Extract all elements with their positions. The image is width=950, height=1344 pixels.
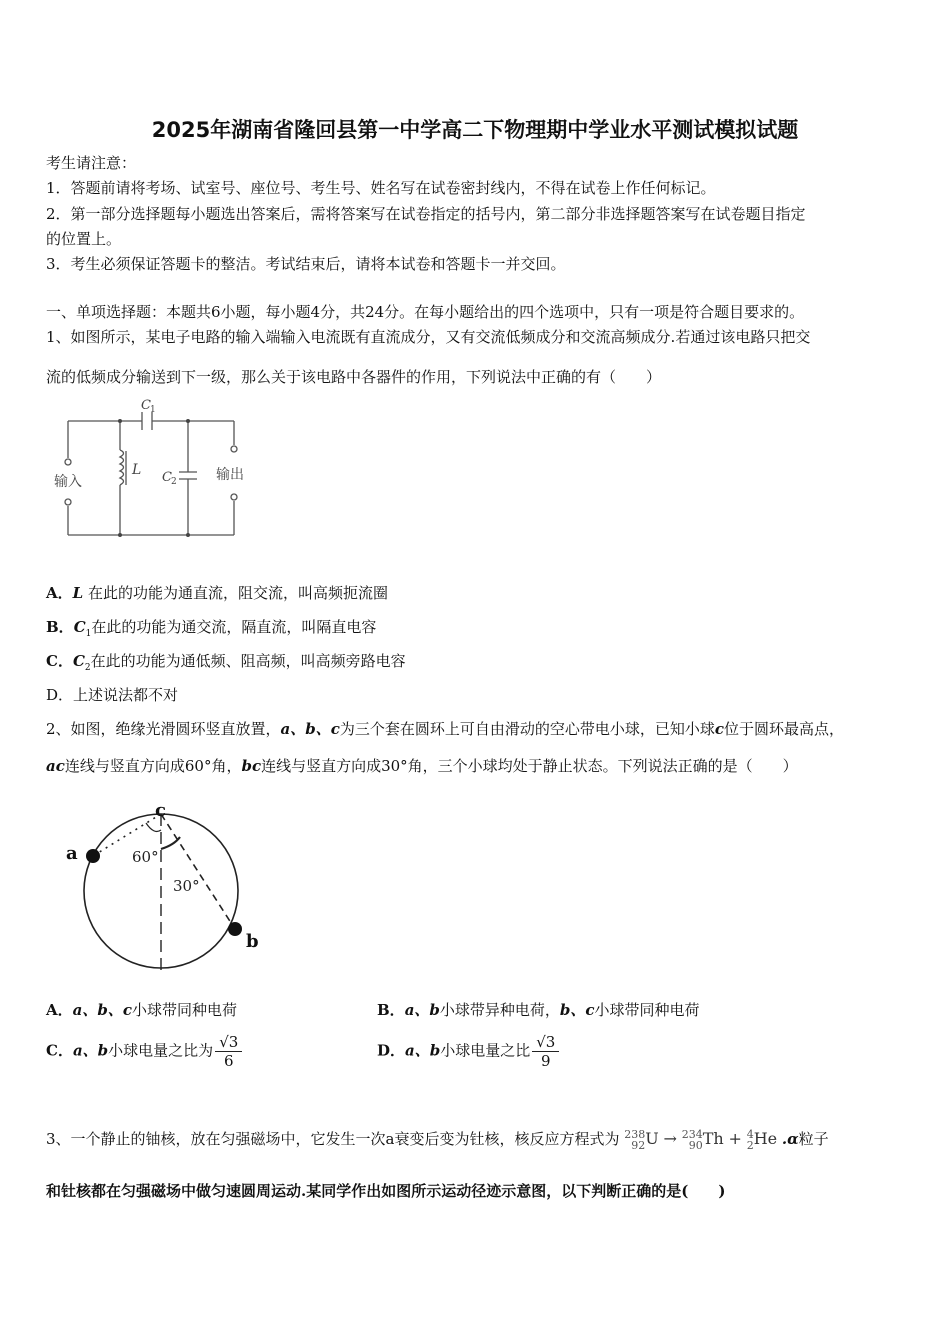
q2-stem-line2: ac连线与竖直方向成60°角，bc连线与竖直方向成30°角，三个小球均处于静止状态。下列说法正确的是（ ） <box>46 757 798 775</box>
c1-subscript: 1 <box>150 405 156 415</box>
q1-option-d: D．上述说法都不对 <box>46 686 179 704</box>
q1-stem-line2: 流的低频成分输送到下一级，那么关于该电路中各器件的作用，下列说法中正确的有（ ） <box>46 368 662 386</box>
angle-30-label: 30° <box>173 877 200 895</box>
section-heading: 一、单项选择题：本题共6小题，每小题4分，共24分。在每小题给出的四个选项中，只有一项是符合题目要求的。 <box>46 303 805 321</box>
c2-label: C <box>162 470 172 485</box>
notice-item-1: 1．答题前请将考场、试室号、座位号、考生号、姓名写在试卷密封线内，不得在试卷上作任何标记。 <box>46 179 716 197</box>
q1-option-c: C．$C_2$在此的功能为通低频、阻高频，叫高频旁路电容 <box>46 652 406 673</box>
ratio-fraction-c: $\frac{√3}{6}$ <box>215 1033 242 1070</box>
angle-60-label: 60° <box>132 848 159 866</box>
q3-stem-line2: 和钍核都在匀强磁场中做匀速圆周运动.某同学作出如图所示运动径迹示意图，以下判断正确的是( ) <box>46 1182 726 1200</box>
ratio-fraction-d: $\frac{√3}{9}$ <box>532 1033 559 1070</box>
q2-option-b: B．a、b小球带异种电荷，b、c小球带同种电荷 <box>377 1001 700 1019</box>
nuclear-equation: 238 92 U → 234 90 Th + 4 2 He <box>624 1128 778 1152</box>
q3-stem-line1: 3、一个静止的铀核，放在匀强磁场中，它发生一次a衰变后变为钍核，核反应方程式为 238 92 U → 234 90 Th + 4 2 He .α粒子 <box>46 1128 829 1152</box>
c2-subscript: 2 <box>171 477 177 487</box>
q1-option-a: A．L 在此的功能为通直流，阻交流，叫高频扼流圈 <box>46 584 388 602</box>
ball-b-label: b <box>246 931 259 952</box>
ball-a-label: a <box>66 843 78 864</box>
notice-item-2: 2．第一部分选择题每小题选出答案后，需将答案写在试卷指定的括号内，第二部分非选择题答案写在试卷题目指定 <box>46 205 806 223</box>
c1-label: C <box>141 398 151 413</box>
notice-item-3: 3．考生必须保证答题卡的整洁。考试结束后，请将本试卷和答题卡一并交回。 <box>46 255 566 273</box>
output-label: 输出 <box>216 467 244 483</box>
q2-stem-line1: 2、如图，绝缘光滑圆环竖直放置，a、b、c为三个套在圆环上可自由滑动的空心带电小球，已知小球c位于圆环最高点， <box>46 720 845 738</box>
q2-option-c: C．a、b小球电量之比为 $\frac{√3}{6}$ <box>46 1033 242 1070</box>
q2-option-d: D．a、b小球电量之比 $\frac{√3}{9}$ <box>377 1033 559 1070</box>
q1-stem-line1: 1、如图所示，某电子电路的输入端输入电流既有直流成分，又有交流低频成分和交流高频成分.若通过该电路只把交 <box>46 328 811 346</box>
notice-item-2-cont: 的位置上。 <box>46 230 122 248</box>
q1-circuit-diagram <box>48 393 248 543</box>
page-title: 2025年湖南省隆回县第一中学高二下物理期中学业水平测试模拟试题 <box>151 118 799 142</box>
inductor-label: L <box>132 462 142 478</box>
ball-c-label: c <box>155 800 166 821</box>
q2-ring-diagram <box>60 795 280 980</box>
q2-option-a: A．a、b、c小球带同种电荷 <box>46 1001 237 1019</box>
notice-heading: 考生请注意： <box>46 154 137 172</box>
input-label: 输入 <box>54 474 82 490</box>
q1-option-b: B．$C_1$在此的功能为通交流，隔直流，叫隔直电容 <box>46 618 377 639</box>
